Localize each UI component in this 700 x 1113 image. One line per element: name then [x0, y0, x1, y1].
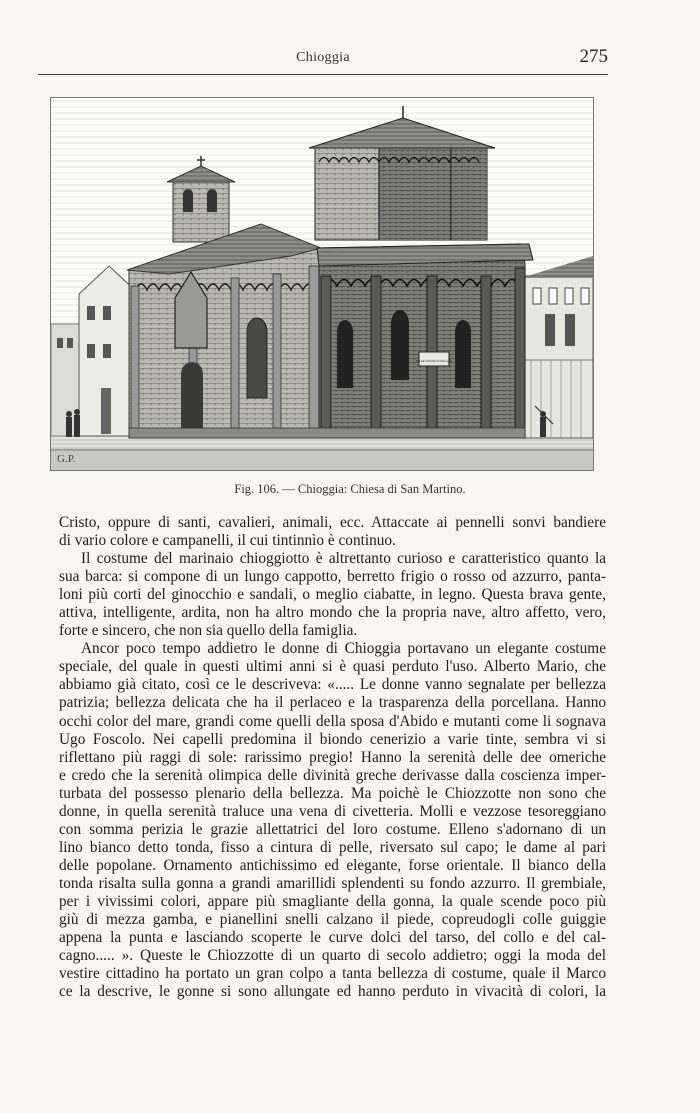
wall-plaque-text: TALLE CASAE DI PALAZZI — [415, 359, 453, 363]
text-line: forte e sincero, che non sia quello della famiglia. — [59, 622, 358, 640]
text-line: loni più corti del ginocchio e sandali, o meglio ciabatte, in legno. Questa brava gente, — [59, 586, 606, 604]
text-line: con somma perizia le grazie allettatrici del loro costume. Elleno s'adornano di un — [59, 820, 606, 838]
text-line: sua barca: si compone di un lungo cappotto, berretto frigio o rosso od azzurro, panta- — [59, 568, 606, 586]
text-line: riflettano più raggi di sole: rarissimo pregio! Hanno la serenità delle dee omeriche — [59, 748, 606, 766]
text-line: patrizia; bellezza delicata che ha il perlaceo e la trasparenza della porcellana. Hanno — [59, 694, 606, 712]
figure-caption: Fig. 106. — Chioggia: Chiesa di San Martino. — [234, 482, 466, 496]
text-line: Il costume del marinaio chioggiotto è altrettanto curioso e caratteristico quanto la — [81, 550, 606, 568]
header-rule — [38, 74, 608, 75]
text-line: vestire cittadino ha portato un gran colpo a tanta bellezza di costume, quale il Marco — [59, 965, 606, 983]
text-line: Cristo, oppure di santi, cavalieri, animali, ecc. Attaccate ai pennelli sonvi bandiere — [59, 514, 606, 531]
text-line: lino bianco detto tonda, fisso a cintura di pelle, riversato sul capo; le dame al pari — [59, 838, 606, 856]
text-line: delle popolane. Ornamento antichissimo ed elegante, forse orientale. Il bianco della — [59, 856, 606, 874]
text-line: Ugo Foscolo. Nei capelli predomina il biondo cenerizio a varie tinte, sembra vi si — [59, 730, 606, 748]
paragraph-3 — [59, 640, 606, 1001]
text-line: turbata del possesso plenario della bellezza. Ma poichè le Chiozzotte non sono che — [59, 784, 606, 802]
text-line: appena la punta e lasciando scoperte le curve dolci del tarso, del collo e del cal- — [59, 929, 606, 947]
paragraph-2 — [59, 550, 606, 640]
paragraph-1 — [59, 514, 606, 550]
text-line: giù di mezza gamba, e pianellini snelli calzano il piede, copreudogli colle guiggie — [59, 911, 606, 929]
text-line: speciale, del quale in questi ultimi anni si è quasi perduto l'uso. Alberto Mario, che — [59, 658, 606, 676]
text-line: di vario colore e campanelli, il cui tintinnìo è continuo. — [59, 532, 396, 550]
text-line: attiva, intelligente, ardita, non ha altro mondo che la propria nave, altro affetto, vero, — [59, 604, 606, 622]
text-line: per i vivissimi colori, appare più smagliante della gonna, la quale scende poco più — [59, 892, 606, 910]
text-line: abbiamo già citato, così ce le descriveva: «..... Le donne vanno segnalate per bellezza — [59, 676, 606, 694]
text-line: Ancor poco tempo addietro le donne di Chioggia portavano un elegante costume — [81, 640, 606, 658]
text-line: occhi color del mare, grandi come quelli della sposa d'Abido e mutanti come li sognava — [59, 712, 606, 730]
engraver-signature: G.P. — [57, 453, 76, 465]
page-number: 275 — [579, 46, 608, 67]
church-engraving — [50, 97, 594, 471]
text-line: ce la descrive, le gonne si sono allungate ed hanno perduto in vivacità di colori, la — [59, 983, 606, 1001]
body-text — [59, 514, 606, 1001]
text-line: e credo che la serenità olimpica delle divinità greche derivasse dalla coscienza imper- — [59, 766, 606, 784]
page-header — [38, 44, 608, 74]
text-line: cagno..... ». Queste le Chiozzotte di un quarto di secolo addietro; oggi la moda del — [59, 947, 606, 965]
text-line: donne, in quella serenità traluce una vena di civetteria. Molli e vezzose tesoreggiano — [59, 802, 606, 820]
text-line: tonda risalta sulla gonna a grandi amarillidi splendenti su fondo azzurro. Il grembiale, — [59, 874, 606, 892]
engraving-illustration — [51, 98, 593, 470]
running-title: Chioggia — [296, 50, 350, 65]
